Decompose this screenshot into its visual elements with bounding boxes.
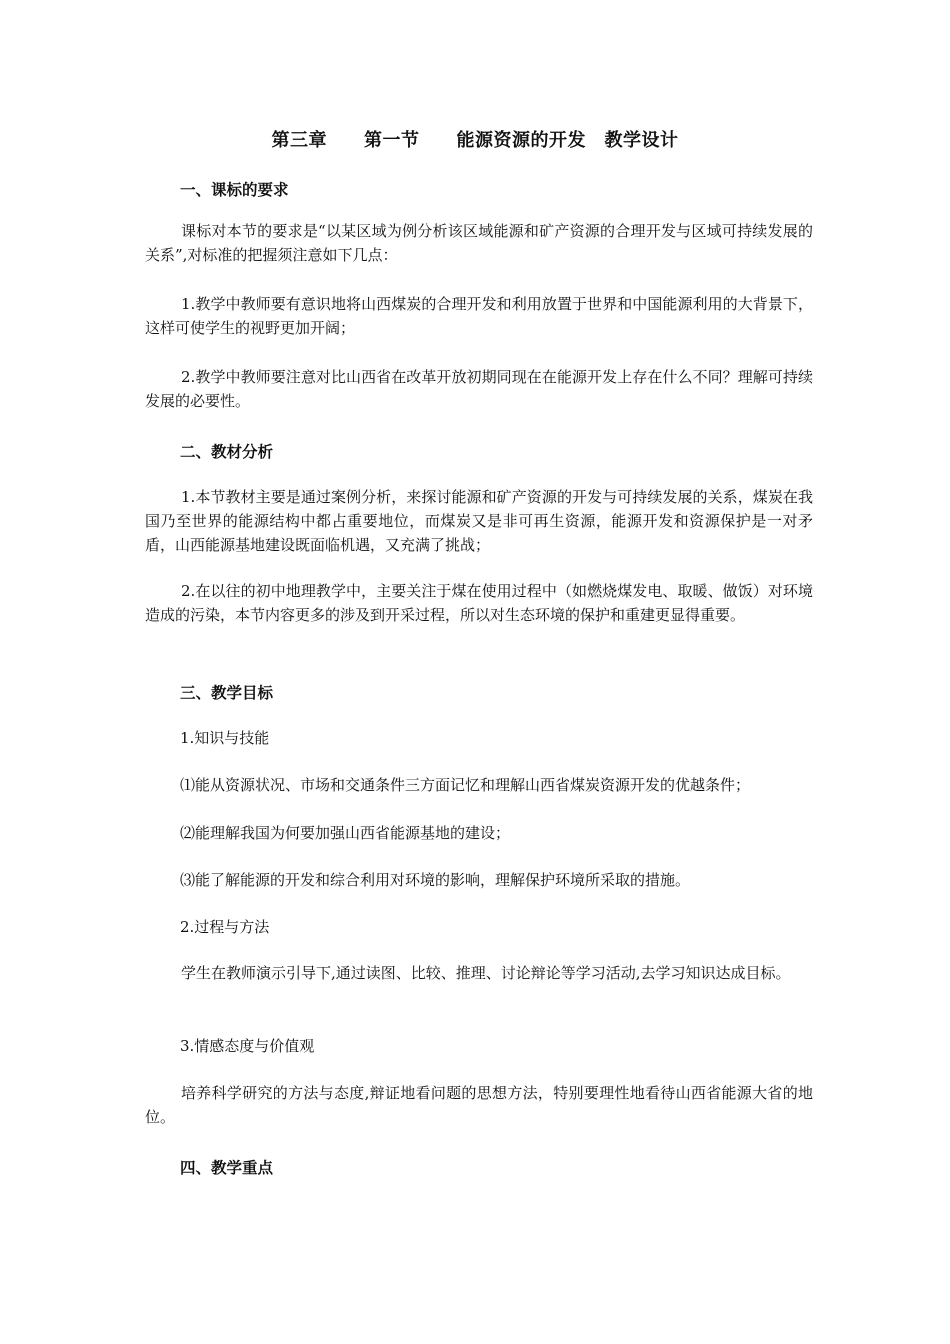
subheading-process: 2.过程与方法	[180, 918, 270, 936]
paragraph: 学生在教师演示引导下,通过读图、比较、推理、讨论辩论等学习活动,去学习知识达成目标。	[181, 964, 791, 982]
list-item: ⑵能理解我国为何要加强山西省能源基地的建设；	[180, 824, 511, 842]
paragraph: 1.本节教材主要是通过案例分析，来探讨能源和矿产资源的开发与可持续发展的关系，煤炭在我国乃至世界的能源结构中都占重要地位，而煤炭又是非可再生资源，能源开发和资源保护是一对矛盾，山西能源基地建设既面临机遇，又充满了挑战；	[145, 488, 813, 554]
paragraph: 2.在以往的初中地理教学中，主要关注于煤在使用过程中（如燃烧煤发电、取暖、做饭）对环境造成的污染，本节内容更多的涉及到开采过程，所以对生态环境的保护和重建更显得重要。	[145, 582, 813, 624]
section-heading-objectives: 三、教学目标	[180, 684, 274, 702]
subheading-values: 3.情感态度与价值观	[180, 1037, 315, 1055]
section-heading-standards: 一、课标的要求	[180, 181, 289, 199]
paragraph: 课标对本节的要求是“以某区域为例分析该区域能源和矿产资源的合理开发与区域可持续发展的关系”,对标准的把握须注意如下几点：	[145, 222, 813, 264]
section-heading-focus: 四、教学重点	[180, 1159, 274, 1177]
document-title: 第三章 第一节 能源资源的开发 教学设计	[271, 130, 679, 151]
paragraph: 2.教学中教师要注意对比山西省在改革开放初期同现在在能源开发上存在什么不同？理解可持续发展的必要性。	[145, 368, 813, 410]
paragraph: 培养科学研究的方法与态度,辩证地看问题的思想方法，特别要理性地看待山西省能源大省的地位。	[145, 1084, 813, 1126]
subheading-knowledge: 1.知识与技能	[180, 729, 270, 747]
list-item: ⑶能了解能源的开发和综合利用对环境的影响，理解保护环境所采取的措施。	[180, 871, 691, 889]
list-item: ⑴能从资源状况、市场和交通条件三方面记忆和理解山西省煤炭资源开发的优越条件；	[180, 776, 751, 794]
section-heading-analysis: 二、教材分析	[180, 443, 274, 461]
paragraph: 1.教学中教师要有意识地将山西煤炭的合理开发和利用放置于世界和中国能源利用的大背景下，这样可使学生的视野更加开阔；	[145, 295, 813, 337]
